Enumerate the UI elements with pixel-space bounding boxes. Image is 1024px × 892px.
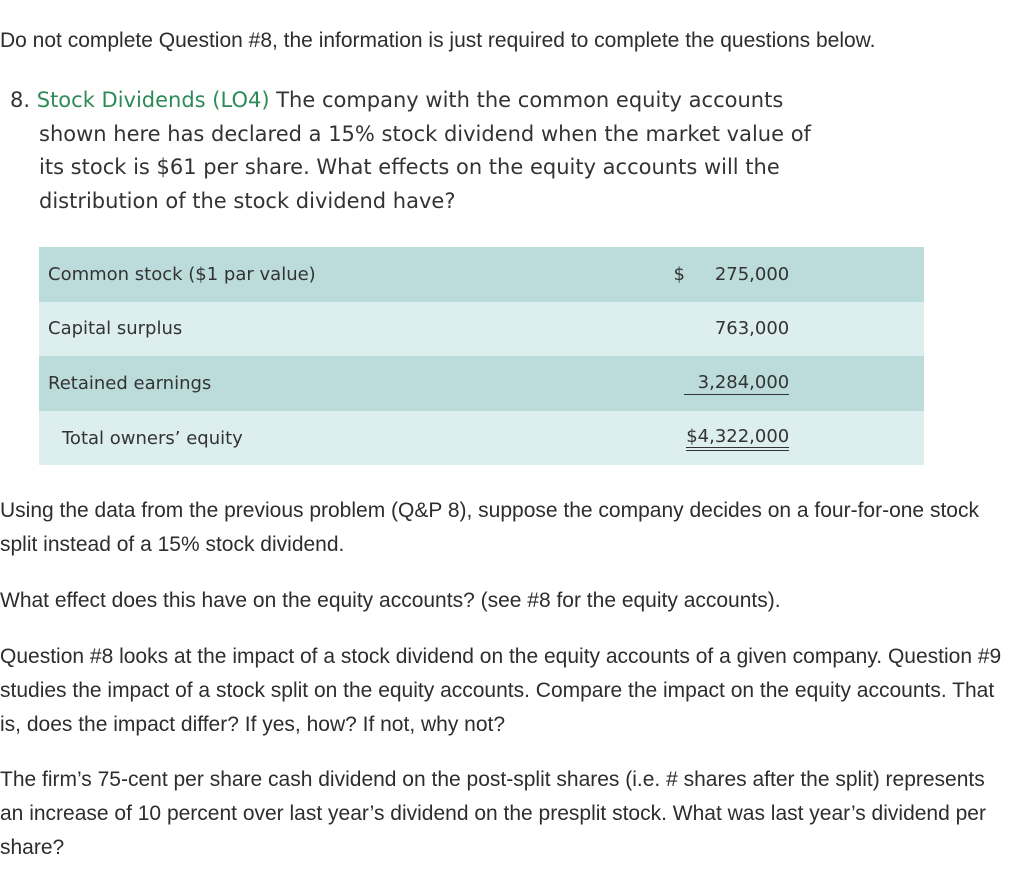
paragraph-compare-impact: Question #8 looks at the impact of a stock dividend on the equity accounts of a given company. Question #9 studies the impact of a stock split on the equity accounts. Compare the impact on the equity accounts. That is, does the impact differ? If yes, how? If not, why not?: [0, 645, 1002, 736]
question-line-3: its stock is $61 per share. What effects on the equity accounts will the: [39, 155, 780, 179]
question-line-1: The company with the common equity accounts: [276, 88, 784, 112]
row-amount: [645, 411, 791, 466]
row-amount: [645, 247, 791, 302]
table-row: [39, 302, 924, 357]
equity-table: [39, 247, 924, 465]
paragraph-stock-split: Using the data from the previous problem (Q&P 8), suppose the company decides on a four-for-one stock split instead of a 15% stock dividend.: [0, 499, 979, 556]
row-spacer: [791, 302, 924, 357]
row-label: Retained earnings: [39, 356, 645, 411]
row-spacer: [791, 356, 924, 411]
row-amount: [645, 356, 791, 411]
paragraph-dividend-question: The firm’s 75-cent per share cash dividend on the post-split shares (i.e. # shares after the split) represents an increase of 10 percent over last year’s dividend on the presplit stock. What was last year’s dividend per share?: [0, 768, 986, 859]
currency-symbol: $: [673, 263, 685, 285]
question-line-4: distribution of the stock dividend have?: [39, 188, 456, 213]
paragraph-effect-question: What effect does this have on the equity accounts? (see #8 for the equity accounts).: [0, 589, 781, 612]
amount-value: $4,322,000: [686, 426, 789, 451]
question-line-2: shown here has declared a 15% stock dividend when the market value of: [39, 121, 811, 146]
table-row: [39, 247, 924, 302]
amount-value: 275,000: [714, 263, 790, 285]
row-spacer: [791, 247, 924, 302]
question-number: 8.: [10, 88, 31, 112]
row-label: Total owners’ equity: [39, 411, 645, 466]
row-label: Common stock ($1 par value): [39, 247, 645, 302]
intro-note: Do not complete Question #8, the information is just required to complete the questions below.: [0, 29, 876, 52]
row-spacer: [791, 411, 924, 466]
row-amount: 763,000: [645, 302, 791, 357]
row-label: Capital surplus: [39, 302, 645, 357]
amount-value: 3,284,000: [684, 372, 790, 395]
question-8: [10, 84, 910, 218]
question-title: Stock Dividends (LO4): [36, 88, 270, 112]
table-row: [39, 356, 924, 411]
table-row: [39, 411, 924, 466]
